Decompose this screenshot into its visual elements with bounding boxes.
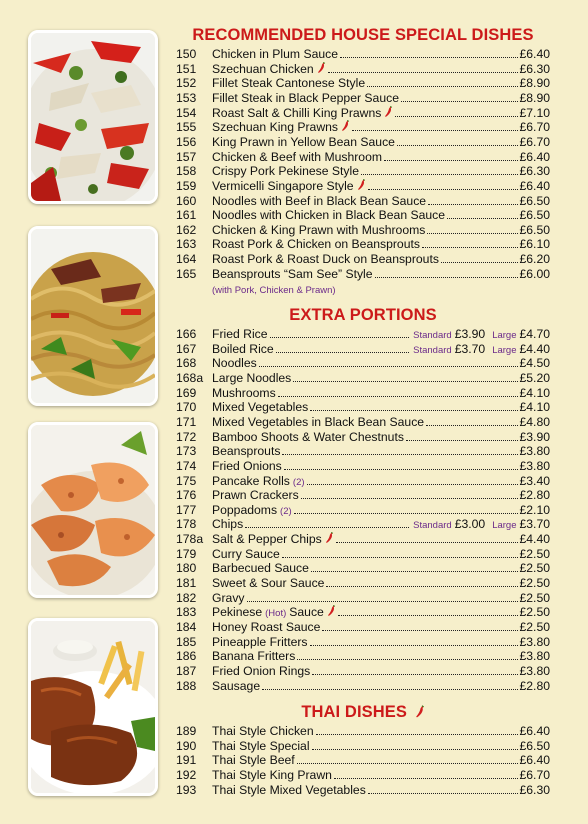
chili-icon [384,106,393,117]
menu-item-188 [176,679,550,694]
item-name: Curry Sauce [212,546,280,561]
item-number: 168 [176,356,197,371]
item-number: 177 [176,502,197,517]
item-price: £4.50 [519,356,550,371]
dot-leader [312,749,518,750]
dot-leader [310,410,517,411]
menu-item-158 [176,164,550,179]
menu-item-185 [176,635,550,650]
item-price: £6.40 [519,178,550,193]
standard-label: Standard [413,330,452,341]
item-number: 153 [176,90,197,105]
menu-item-175 [176,474,550,489]
item-number: 164 [176,252,197,267]
menu-item-170 [176,400,550,415]
item-name: Prawn Crackers [212,488,299,503]
item-price: £6.40 [519,47,550,61]
item-name: Fillet Steak Cantonese Style [212,76,366,91]
item-name: Fried Rice [212,327,268,341]
king-prawns-photo [28,422,158,598]
item-name: Mushrooms [212,385,276,400]
dot-leader [282,454,517,455]
item-number: 165 [176,266,197,281]
dot-leader [338,615,518,616]
item-number: 185 [176,634,197,649]
dot-leader [310,645,518,646]
large-label: Large [492,520,517,532]
menu-item-150 [176,47,550,62]
item-note: (2) [292,476,305,488]
item-price: £2.50 [519,605,550,620]
menu-item-184 [176,620,550,635]
dot-leader [294,513,518,514]
item-price: £2.50 [519,546,550,561]
menu-item-180 [176,561,550,576]
item-number: 189 [176,724,197,738]
item-price: £6.50 [519,222,550,237]
dot-leader [245,527,409,528]
item-price: £6.50 [519,193,550,208]
item-name: Thai Style Mixed Vegetables [212,782,366,797]
item-name: Vermicelli Singapore Style [212,178,354,193]
dot-leader [247,601,518,602]
item-number: 155 [176,120,197,135]
dot-leader [367,86,517,87]
item-price: £2.50 [519,561,550,576]
standard-label: Standard [413,520,452,532]
dot-leader [322,630,517,631]
item-name: Chicken & King Prawn with Mushrooms [212,222,426,237]
item-name: Gravy [212,590,245,605]
item-number: 161 [176,208,197,223]
item-price: £4.40 [519,532,550,547]
dot-leader [406,440,518,441]
item-name: Large Noodles [212,370,292,385]
item-name: Chicken & Beef with Mushroom [212,149,383,164]
item-name: Poppadoms [212,502,278,517]
item-price: £2.80 [519,488,550,503]
item-number: 170 [176,400,197,415]
item-number: 167 [176,341,197,356]
item-number: 178 [176,517,197,532]
item-number: 181 [176,576,197,591]
menu-item-166 [176,327,550,342]
item-price: £3.80 [519,444,550,459]
menu-item-178 [176,517,550,532]
dot-leader [259,366,518,367]
chili-icon [325,532,334,543]
item-price: £6.50 [519,738,550,753]
menu-item-154 [176,106,550,121]
item-name: Thai Style King Prawn [212,767,332,782]
menu-item-172 [176,430,550,445]
menu-item-173 [176,444,550,459]
menu-item-189 [176,724,550,739]
menu-item-176 [176,488,550,503]
item-number: 173 [176,444,197,459]
item-number: 180 [176,561,197,576]
item-note: (2) [280,505,292,517]
item-number: 188 [176,678,197,693]
item-price: £4.80 [519,414,550,429]
item-price: £3.90 [519,429,550,444]
item-price: £8.90 [519,76,550,91]
menu-item-168 [176,356,550,371]
item-price: £4.10 [519,400,550,415]
item-price: £6.40 [519,753,550,768]
dot-leader [401,101,518,102]
dot-leader [293,381,517,382]
item-name: Beansprouts “Sam See” Style [212,266,373,281]
item-price: £3.80 [519,634,550,649]
menu-item-178a [176,532,550,547]
item-number: 174 [176,458,197,473]
dot-leader [361,174,518,175]
dot-leader [278,396,518,397]
item-name: Salt & Pepper Chips [212,532,322,547]
dot-leader [262,689,517,690]
chili-icon [415,705,425,718]
item-name: Boiled Rice [212,341,274,356]
item-name: Bamboo Shoots & Water Chestnuts [212,429,404,444]
menu-item-160 [176,194,550,209]
item-number: 163 [176,237,197,252]
item-name: Thai Style Chicken [212,724,314,738]
item-name: Roast Salt & Chilli King Prawns [212,105,382,120]
item-price: £2.80 [519,678,550,693]
menu-item-153 [176,91,550,106]
item-price: £2.10 [519,502,550,517]
dot-leader [422,247,518,248]
item-name: Roast Pork & Roast Duck on Beansprouts [212,252,439,267]
item-number: 156 [176,134,197,149]
item-price: £6.20 [519,252,550,267]
item-price: £3.40 [519,473,550,488]
dot-leader [276,352,409,353]
chili-icon [357,179,366,190]
item-name: Thai Style Special [212,738,310,753]
dot-leader [368,189,518,190]
item-price: £6.30 [519,164,550,179]
extra-portions-heading: EXTRA PORTIONS [289,306,437,324]
item-number: 158 [176,164,197,179]
dot-leader [328,72,518,73]
menu-item-163 [176,237,550,252]
item-name: Thai Style Beef [212,753,295,768]
dot-leader [312,674,517,675]
standard-price: £3.90 [454,327,486,341]
item-price: £4.70 [519,327,550,341]
item-name: Pekinese [212,605,263,620]
large-label: Large [492,330,517,341]
dot-leader [301,498,518,499]
dot-leader [307,484,518,485]
dot-leader [384,160,517,161]
dot-leader [375,277,518,278]
item-price: £5.20 [519,370,550,385]
item-name: King Prawn in Yellow Bean Sauce [212,134,395,149]
menu-item-192 [176,768,550,783]
noodles-with-vegetables-photo [28,226,158,406]
item-number: 150 [176,47,197,61]
item-name: Beansprouts [212,444,281,459]
thai-dishes-heading [176,703,550,722]
item-number: 160 [176,193,197,208]
item-price: £6.40 [519,724,550,738]
item-number: 168a [176,370,204,385]
dot-leader [316,734,518,735]
item-name: Chips [212,517,244,532]
menu-item-157 [176,150,550,165]
item-price: £6.10 [519,237,550,252]
item-name: Szechuan Chicken [212,61,314,76]
dot-leader [334,778,518,779]
item-name: Noodles with Beef in Black Bean Sauce [212,193,427,208]
menu-item-161 [176,208,550,223]
item-name: Mixed Vegetables in Black Bean Sauce [212,414,425,429]
menu-item-171 [176,415,550,430]
chili-icon [327,605,336,616]
item-number: 151 [176,61,197,76]
item-price: £6.00 [519,266,550,281]
item-name: Honey Roast Sauce [212,620,321,634]
large-label: Large [492,344,517,356]
item-name: Noodles with Chicken in Black Bean Sauce [212,208,446,223]
item-number: 176 [176,488,197,503]
item-name: Pineapple Fritters [212,634,308,649]
chili-icon [317,62,326,73]
item-name: Chicken in Plum Sauce [212,47,338,61]
item-price: £6.40 [519,149,550,164]
menu-item-162 [176,223,550,238]
item-price: £6.70 [519,120,550,135]
dot-leader [426,425,517,426]
menu-item-152 [176,76,550,91]
item-price: £2.50 [519,576,550,591]
item-number: 183 [176,605,197,620]
menu-item-174 [176,459,550,474]
item-price: £3.80 [519,458,550,473]
house-special-heading: RECOMMENDED HOUSE SPECIAL DISHES [192,26,534,44]
menu-item-190 [176,739,550,754]
item-number: 193 [176,782,197,797]
menu-item-186 [176,649,550,664]
roast-chicken-and-chips-photo [28,618,158,796]
menu-item-164 [176,252,550,267]
dot-leader [395,116,517,117]
item-name: Crispy Pork Pekinese Style [212,164,359,179]
item-price: £6.70 [519,767,550,782]
item-number: 159 [176,178,197,193]
dot-leader [284,469,518,470]
item-price: £3.80 [519,663,550,678]
item-price: £6.70 [519,134,550,149]
item-number: 187 [176,663,197,678]
menu-item-187 [176,664,550,679]
menu-item-191 [176,753,550,768]
item-number: 157 [176,149,197,164]
item-number: 152 [176,76,197,91]
item-name: Barbecued Sauce [212,561,309,576]
dot-leader [270,337,410,338]
item-name: Roast Pork & Chicken on Beansprouts [212,237,420,252]
menu-item-169 [176,386,550,401]
dot-leader [427,233,517,234]
dot-leader [297,763,518,764]
menu-item-165 [176,267,550,282]
item-number: 186 [176,649,197,664]
item-name-suffix: Sauce [289,605,324,620]
menu-item-159 [176,179,550,194]
dot-leader [326,586,517,587]
standard-label: Standard [413,344,452,356]
dot-leader [441,262,518,263]
item-note: (Hot) [265,608,287,620]
menu-item-155 [176,120,550,135]
dot-leader [447,218,517,219]
item-name: Mixed Vegetables [212,400,309,415]
item-name: Fillet Steak in Black Pepper Sauce [212,90,399,105]
item-price: £6.30 [519,61,550,76]
item-price: £4.10 [519,385,550,400]
standard-price: £3.00 [454,517,486,532]
item-name: Pancake Rolls [212,473,290,488]
item-name: Sausage [212,678,261,693]
menu-item-177 [176,503,550,518]
dot-leader [428,204,517,205]
item-price: £2.50 [519,590,550,605]
item-price: £4.40 [519,341,550,356]
item-price: £3.70 [519,517,550,532]
item-name: Sweet & Sour Sauce [212,576,325,591]
item-price: £6.50 [519,208,550,223]
item-price: £6.30 [519,782,550,797]
item-number: 178a [176,532,204,547]
item-number: 166 [176,327,197,341]
menu-item-183 [176,605,550,620]
item-number: 184 [176,620,197,634]
menu-item-193 [176,783,550,798]
item-number: 182 [176,590,197,605]
item-name: Szechuan King Prawns [212,120,339,135]
item-price: £2.50 [519,620,550,634]
item-name: Banana Fritters [212,649,296,664]
sam-see-note: (with Pork, Chicken & Prawn) [212,285,336,296]
dot-leader [340,57,518,58]
menu-item-179 [176,547,550,562]
menu-item-181 [176,576,550,591]
dot-leader [397,145,518,146]
item-number: 171 [176,414,197,429]
thai-dishes-title: THAI DISHES [301,703,407,721]
dot-leader [352,130,517,131]
menu-item-156 [176,135,550,150]
menu-item-182 [176,591,550,606]
item-number: 169 [176,385,197,400]
dot-leader [282,557,518,558]
dot-leader [368,793,518,794]
item-price: £7.10 [519,105,550,120]
item-number: 179 [176,546,197,561]
item-number: 190 [176,738,197,753]
item-number: 154 [176,105,197,120]
item-price: £3.80 [519,649,550,664]
item-name: Noodles [212,356,257,371]
menu-item-168a [176,371,550,386]
dot-leader [336,542,518,543]
item-number: 175 [176,473,197,488]
menu-item-151 [176,62,550,77]
item-number: 191 [176,753,197,768]
dot-leader [311,571,518,572]
item-number: 172 [176,429,197,444]
menu-item-167 [176,342,550,357]
item-name: Fried Onion Rings [212,663,311,678]
item-number: 162 [176,222,197,237]
item-name: Fried Onions [212,458,282,473]
item-number: 192 [176,767,197,782]
standard-price: £3.70 [454,341,486,356]
dot-leader [297,659,517,660]
stir-fry-chicken-peppers-photo [28,30,158,204]
item-price: £8.90 [519,90,550,105]
chili-icon [341,120,350,131]
